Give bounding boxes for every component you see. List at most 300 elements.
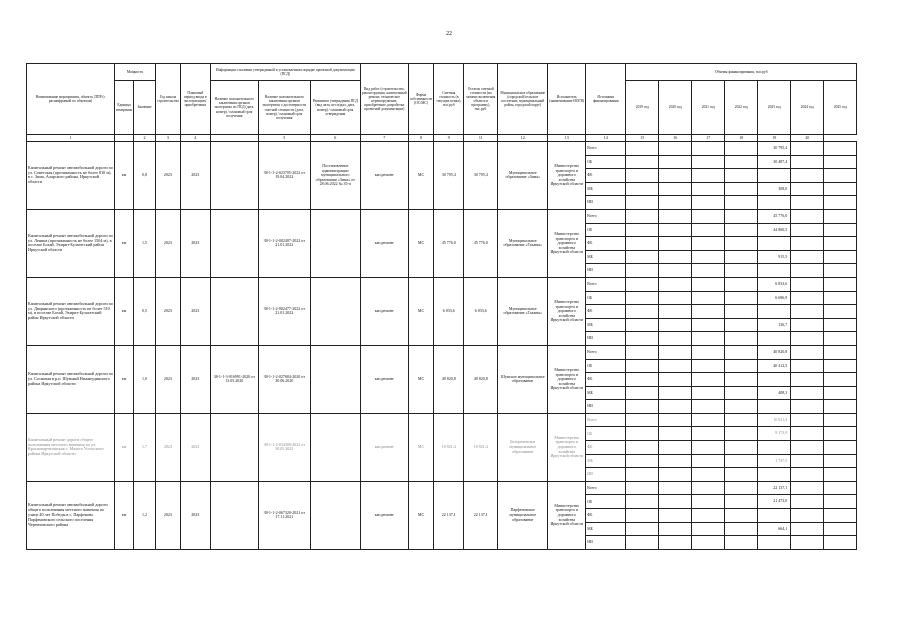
funding-cell <box>659 468 692 482</box>
funding-cell <box>725 291 758 305</box>
funding-2023-cell: 22 137,1 <box>758 481 791 495</box>
funding-cell <box>725 250 758 264</box>
header-value: Значение <box>134 81 156 135</box>
program-table <box>26 63 857 550</box>
unit-cell: км <box>115 481 134 549</box>
cost-cell: 10 921,4 <box>434 413 464 481</box>
expertise-cell <box>210 481 258 549</box>
source-label: ОБ <box>586 223 626 237</box>
source-label: МБ <box>586 522 626 536</box>
header-power: Мощность <box>115 64 156 81</box>
column-number: 8 <box>408 135 433 142</box>
value-cell: 1,0 <box>134 345 156 413</box>
funding-2023-cell <box>758 373 791 387</box>
funding-cell <box>725 386 758 400</box>
start-year-cell: 2023 <box>156 413 181 481</box>
start-year-cell: 2023 <box>156 345 181 413</box>
work-type-cell: кап.ремонт <box>360 413 408 481</box>
funding-cell <box>791 400 824 414</box>
funding-cell <box>725 441 758 455</box>
object-name: Капитальный ремонт автомобильной дороги по ул. Сосновая в р.п. Шумный Нижнеудинского района Иркутской области <box>27 345 115 413</box>
funding-cell <box>725 509 758 523</box>
unit-cell: км <box>115 277 134 345</box>
funding-2023-cell: 308,0 <box>758 182 791 196</box>
funding-cell <box>659 182 692 196</box>
funding-cell <box>791 522 824 536</box>
funding-cell <box>824 264 857 278</box>
plan-year-cell: 2023 <box>180 142 210 210</box>
funding-cell <box>791 332 824 346</box>
column-number: 17 <box>692 135 725 142</box>
column-number: 3 <box>156 135 181 142</box>
funding-2023-cell: 915,5 <box>758 250 791 264</box>
source-label: МБ <box>586 386 626 400</box>
column-number <box>115 135 134 142</box>
funding-cell <box>692 454 725 468</box>
funding-cell <box>626 413 659 427</box>
funding-cell <box>659 318 692 332</box>
unit-cell: км <box>115 142 134 210</box>
source-label: ФБ <box>586 237 626 251</box>
funding-cell <box>725 223 758 237</box>
funding-cell <box>692 305 725 319</box>
funding-cell <box>824 495 857 509</box>
funding-cell <box>725 522 758 536</box>
source-label: ИИ <box>586 468 626 482</box>
funding-cell <box>626 454 659 468</box>
funding-cell <box>725 373 758 387</box>
funding-cell <box>824 400 857 414</box>
source-label: ФБ <box>586 305 626 319</box>
source-label: МБ <box>586 454 626 468</box>
funding-2023-cell <box>758 509 791 523</box>
source-label: ОБ <box>586 291 626 305</box>
funding-2023-cell: 40 412,5 <box>758 359 791 373</box>
funding-cell <box>692 332 725 346</box>
year-header: 2021 год <box>692 81 725 135</box>
funding-cell <box>692 522 725 536</box>
funding-cell <box>659 427 692 441</box>
funding-cell <box>659 250 692 264</box>
source-label: МБ <box>586 318 626 332</box>
funding-cell <box>824 373 857 387</box>
work-type-cell: кап.ремонт <box>360 142 408 210</box>
header-expertise: Наличие положительного заключения органов экспертизы по ПСД (дата, номер) / плановый срок получения <box>210 81 258 135</box>
column-number <box>210 135 258 142</box>
funding-cell <box>692 386 725 400</box>
funding-cell <box>626 345 659 359</box>
start-year-cell: 2023 <box>156 277 181 345</box>
approval-cell: Постановление администрации муниципального образования «Зима» от 28.06.2022 № 35-п <box>310 142 360 210</box>
plan-year-cell: 2023 <box>180 277 210 345</box>
funding-cell <box>824 481 857 495</box>
column-number: 1 <box>27 135 115 142</box>
funding-2023-cell <box>758 169 791 183</box>
municipality-cell: Муниципальное образование «Гаханы» <box>498 209 548 277</box>
funding-cell <box>824 386 857 400</box>
funding-cell <box>692 413 725 427</box>
funding-cell <box>791 345 824 359</box>
value-cell: 1,7 <box>134 413 156 481</box>
funding-cell <box>824 427 857 441</box>
funding-cell <box>626 427 659 441</box>
source-label: МБ <box>586 250 626 264</box>
plan-year-cell: 2023 <box>180 209 210 277</box>
funding-cell <box>725 536 758 550</box>
funding-cell <box>626 237 659 251</box>
funding-2023-cell <box>758 264 791 278</box>
funding-cell <box>626 359 659 373</box>
funding-2023-cell: 1 747,5 <box>758 454 791 468</box>
funding-cell <box>791 413 824 427</box>
funding-cell <box>692 495 725 509</box>
year-header: 2019 год <box>626 81 659 135</box>
funding-cell <box>725 182 758 196</box>
source-label: ОБ <box>586 155 626 169</box>
unit-cell: км <box>115 413 134 481</box>
cost-cell: 30 795,4 <box>434 142 464 210</box>
plan-year-cell: 2023 <box>180 413 210 481</box>
funding-cell <box>626 386 659 400</box>
cost-cell: 22 137,1 <box>434 481 464 549</box>
ownership-cell: МС <box>408 481 433 549</box>
funding-cell <box>824 237 857 251</box>
ownership-cell: МС <box>408 345 433 413</box>
funding-cell <box>692 441 725 455</box>
funding-cell <box>659 454 692 468</box>
funding-cell <box>791 386 824 400</box>
table-row <box>27 345 857 359</box>
column-number: 15 <box>626 135 659 142</box>
funding-2023-cell <box>758 237 791 251</box>
header-plan-year: Плановый период ввода в эксплуатацию/приобретения <box>180 64 210 135</box>
funding-2023-cell <box>758 468 791 482</box>
funding-cell <box>626 522 659 536</box>
column-number: 7 <box>360 135 408 142</box>
executor-cell: Министерство транспорта и дорожного хозяйства Иркутской области <box>548 142 586 210</box>
funding-cell <box>692 155 725 169</box>
funding-cell <box>626 291 659 305</box>
funding-cell <box>791 495 824 509</box>
header-docs: Информация о наличии утвержденной в установленном порядке проектной документации (ПСД) <box>210 64 360 81</box>
column-number: 6 <box>310 135 360 142</box>
ownership-cell: МС <box>408 277 433 345</box>
funding-cell <box>659 196 692 210</box>
remaining-cell: 30 795,4 <box>464 142 498 210</box>
funding-cell <box>692 209 725 223</box>
funding-cell <box>692 264 725 278</box>
funding-cell <box>725 345 758 359</box>
funding-2023-cell <box>758 332 791 346</box>
funding-cell <box>692 536 725 550</box>
funding-cell <box>626 277 659 291</box>
funding-cell <box>824 223 857 237</box>
work-type-cell: кап.ремонт <box>360 481 408 549</box>
approval-cell <box>310 209 360 277</box>
funding-cell <box>725 196 758 210</box>
source-label: ИИ <box>586 332 626 346</box>
funding-cell <box>659 155 692 169</box>
funding-cell <box>791 182 824 196</box>
year-header: 2022 год <box>725 81 758 135</box>
funding-cell <box>659 264 692 278</box>
funding-cell <box>824 332 857 346</box>
funding-cell <box>824 277 857 291</box>
object-name: Капитальный ремонт автомобильной дороги по ул. Дворянского (протяженность не более 510 м), в поселке Бохай, Эхирит-Булагатский район Иркутской области <box>27 277 115 345</box>
header-unit: Единица измерения <box>115 81 134 135</box>
table-row <box>27 277 857 291</box>
funding-cell <box>791 536 824 550</box>
funding-cell <box>659 441 692 455</box>
column-number: 9 <box>434 135 464 142</box>
funding-cell <box>626 209 659 223</box>
source-label: ИИ <box>586 196 626 210</box>
funding-cell <box>725 400 758 414</box>
year-header: 2024 год <box>791 81 824 135</box>
funding-cell <box>659 413 692 427</box>
work-type-cell: кап.ремонт <box>360 345 408 413</box>
funding-2023-cell: 408,3 <box>758 386 791 400</box>
funding-cell <box>659 291 692 305</box>
source-label: МБ <box>586 182 626 196</box>
funding-cell <box>659 495 692 509</box>
funding-cell <box>725 169 758 183</box>
funding-2023-cell <box>758 536 791 550</box>
work-type-cell: кап.ремонт <box>360 209 408 277</box>
approval-cell <box>310 481 360 549</box>
header-ownership: Форма собственности (ОС/МС) <box>408 64 433 135</box>
funding-2023-cell: 136,7 <box>758 318 791 332</box>
funding-cell <box>791 250 824 264</box>
source-label: Всего <box>586 277 626 291</box>
executor-cell: Министерство транспорта и дорожного хозяйства Иркутской области <box>548 345 586 413</box>
funding-cell <box>791 155 824 169</box>
plan-year-cell: 2023 <box>180 345 210 413</box>
ownership-cell: МС <box>408 413 433 481</box>
funding-cell <box>791 373 824 387</box>
funding-2023-cell <box>758 305 791 319</box>
cost-cell: 45 776,0 <box>434 209 464 277</box>
funding-cell <box>692 359 725 373</box>
source-label: Всего <box>586 345 626 359</box>
funding-cell <box>791 196 824 210</box>
funding-cell <box>791 277 824 291</box>
funding-cell <box>824 345 857 359</box>
header-sources: Источники финансирования <box>586 64 626 135</box>
funding-cell <box>626 169 659 183</box>
funding-2023-cell <box>758 196 791 210</box>
source-label: ИИ <box>586 264 626 278</box>
funding-cell <box>692 509 725 523</box>
municipality-cell: Муниципальное образование «Гаханы» <box>498 277 548 345</box>
funding-cell <box>824 209 857 223</box>
column-number: 16 <box>659 135 692 142</box>
ownership-cell: МС <box>408 209 433 277</box>
object-name: Капитальный ремонт дороги общего пользования местного значения по ул. Краснопартизанская с. Мальта Усольского района Иркутской области <box>27 413 115 481</box>
source-label: ИИ <box>586 536 626 550</box>
funding-cell <box>659 509 692 523</box>
executor-cell: Министерство транспорта и дорожного хозяйства Иркутской области <box>548 209 586 277</box>
header-work-type: Вид работ (строительство, реконструкция, капитальный ремонт, техническое перевооружение, приобретение, разработка проектной документации) <box>360 64 408 135</box>
source-label: ОБ <box>586 359 626 373</box>
column-number: 14 <box>586 135 626 142</box>
funding-cell <box>659 359 692 373</box>
start-year-cell: 2023 <box>156 142 181 210</box>
table-row <box>27 413 857 427</box>
funding-cell <box>725 495 758 509</box>
funding-2023-cell <box>758 441 791 455</box>
ownership-cell: МС <box>408 142 433 210</box>
table-row <box>27 142 857 156</box>
funding-cell <box>659 209 692 223</box>
object-name: Капитальный ремонт автомобильной дороги по ул. Ленина (протяженность не более 1504 м), в поселке Бохай, Эхирит-Булагатский район Иркутской области <box>27 209 115 277</box>
cost-expertise-cell: 38-1-1-2-002407-2022 от 21.01.2022 <box>258 209 310 277</box>
year-header: 2020 год <box>659 81 692 135</box>
funding-cell <box>725 237 758 251</box>
source-label: ОБ <box>586 427 626 441</box>
column-number: 18 <box>725 135 758 142</box>
funding-cell <box>626 441 659 455</box>
funding-cell <box>659 142 692 156</box>
funding-cell <box>659 536 692 550</box>
funding-cell <box>626 468 659 482</box>
funding-cell <box>725 481 758 495</box>
remaining-cell: 22 137,1 <box>464 481 498 549</box>
funding-cell <box>824 522 857 536</box>
cost-expertise-cell: 38-1-1-2-067320-2021 от 17.11.2021 <box>258 481 310 549</box>
funding-cell <box>692 196 725 210</box>
funding-cell <box>692 373 725 387</box>
table-row <box>27 481 857 495</box>
funding-2023-cell: 45 776,0 <box>758 209 791 223</box>
funding-cell <box>725 413 758 427</box>
work-type-cell: кап.ремонт <box>360 277 408 345</box>
funding-cell <box>725 305 758 319</box>
cost-cell: 40 820,8 <box>434 345 464 413</box>
funding-cell <box>824 182 857 196</box>
value-cell: 1,5 <box>134 209 156 277</box>
funding-cell <box>824 291 857 305</box>
funding-cell <box>659 400 692 414</box>
column-number: 12 <box>498 135 548 142</box>
remaining-cell: 10 921,4 <box>464 413 498 481</box>
funding-cell <box>791 264 824 278</box>
funding-cell <box>791 169 824 183</box>
funding-cell <box>626 155 659 169</box>
funding-2023-cell: 21 473,0 <box>758 495 791 509</box>
executor-cell: Министерство транспорта и дорожного хозяйства Иркутской области <box>548 481 586 549</box>
source-label: ИИ <box>586 400 626 414</box>
column-number: 11 <box>464 135 498 142</box>
funding-cell <box>659 223 692 237</box>
funding-cell <box>725 468 758 482</box>
funding-2023-cell: 44 860,5 <box>758 223 791 237</box>
funding-cell <box>626 264 659 278</box>
funding-cell <box>659 332 692 346</box>
funding-cell <box>626 332 659 346</box>
funding-cell <box>692 182 725 196</box>
column-number: 4 <box>180 135 210 142</box>
funding-cell <box>725 427 758 441</box>
funding-cell <box>659 373 692 387</box>
funding-cell <box>692 427 725 441</box>
funding-cell <box>824 142 857 156</box>
funding-cell <box>791 305 824 319</box>
remaining-cell: 6 833,6 <box>464 277 498 345</box>
funding-cell <box>824 305 857 319</box>
remaining-cell: 45 776,0 <box>464 209 498 277</box>
funding-2023-cell: 6 696,9 <box>758 291 791 305</box>
funding-cell <box>626 223 659 237</box>
funding-cell <box>824 509 857 523</box>
funding-cell <box>791 237 824 251</box>
column-number: 5 <box>258 135 310 142</box>
source-label: Всего <box>586 209 626 223</box>
funding-2023-cell: 6 833,6 <box>758 277 791 291</box>
plan-year-cell: 2023 <box>180 481 210 549</box>
funding-cell <box>824 250 857 264</box>
funding-cell <box>692 468 725 482</box>
funding-cell <box>659 305 692 319</box>
header-executor: Исполнитель (наименование ИОГВ) <box>548 64 586 135</box>
object-name: Капитальный ремонт автомобильной дороги по ул. Советская (протяженность не более 810 м), в с. Зима, Аларского района, Иркутской области <box>27 142 115 210</box>
expertise-cell <box>210 209 258 277</box>
funding-cell <box>692 345 725 359</box>
funding-cell <box>626 318 659 332</box>
column-number: 20 <box>791 135 824 142</box>
page-number: 22 <box>446 31 452 37</box>
source-label: ФБ <box>586 169 626 183</box>
source-label: Всего <box>586 413 626 427</box>
source-label: ФБ <box>586 509 626 523</box>
funding-cell <box>626 305 659 319</box>
funding-cell <box>791 427 824 441</box>
funding-cell <box>824 318 857 332</box>
source-label: Всего <box>586 142 626 156</box>
expertise-cell <box>210 413 258 481</box>
year-header: 2023 год <box>758 81 791 135</box>
funding-cell <box>626 142 659 156</box>
approval-cell <box>310 345 360 413</box>
value-cell: 0,5 <box>134 277 156 345</box>
unit-cell: км <box>115 209 134 277</box>
funding-cell <box>626 536 659 550</box>
funding-cell <box>692 481 725 495</box>
column-number: 13 <box>548 135 586 142</box>
funding-cell <box>692 291 725 305</box>
table-body <box>27 142 857 550</box>
funding-cell <box>725 332 758 346</box>
header-start-year: Год начала строительства <box>156 64 181 135</box>
funding-cell <box>692 318 725 332</box>
funding-cell <box>824 413 857 427</box>
funding-cell <box>626 250 659 264</box>
approval-cell <box>310 277 360 345</box>
funding-cell <box>659 237 692 251</box>
funding-cell <box>791 441 824 455</box>
funding-cell <box>659 522 692 536</box>
object-name: Капитальный ремонт автомобильной дороги общего пользования местного значения по улице 40 лет Победы в с. Парфеново Парфеновского сельского поселения Черемховского района <box>27 481 115 549</box>
source-label: ФБ <box>586 441 626 455</box>
funding-cell <box>626 182 659 196</box>
funding-cell <box>824 536 857 550</box>
funding-cell <box>791 359 824 373</box>
funding-cell <box>659 386 692 400</box>
funding-cell <box>692 277 725 291</box>
expertise-cell <box>210 142 258 210</box>
funding-2023-cell: 40 820,8 <box>758 345 791 359</box>
municipality-cell: Муниципальное образование «Зима» <box>498 142 548 210</box>
